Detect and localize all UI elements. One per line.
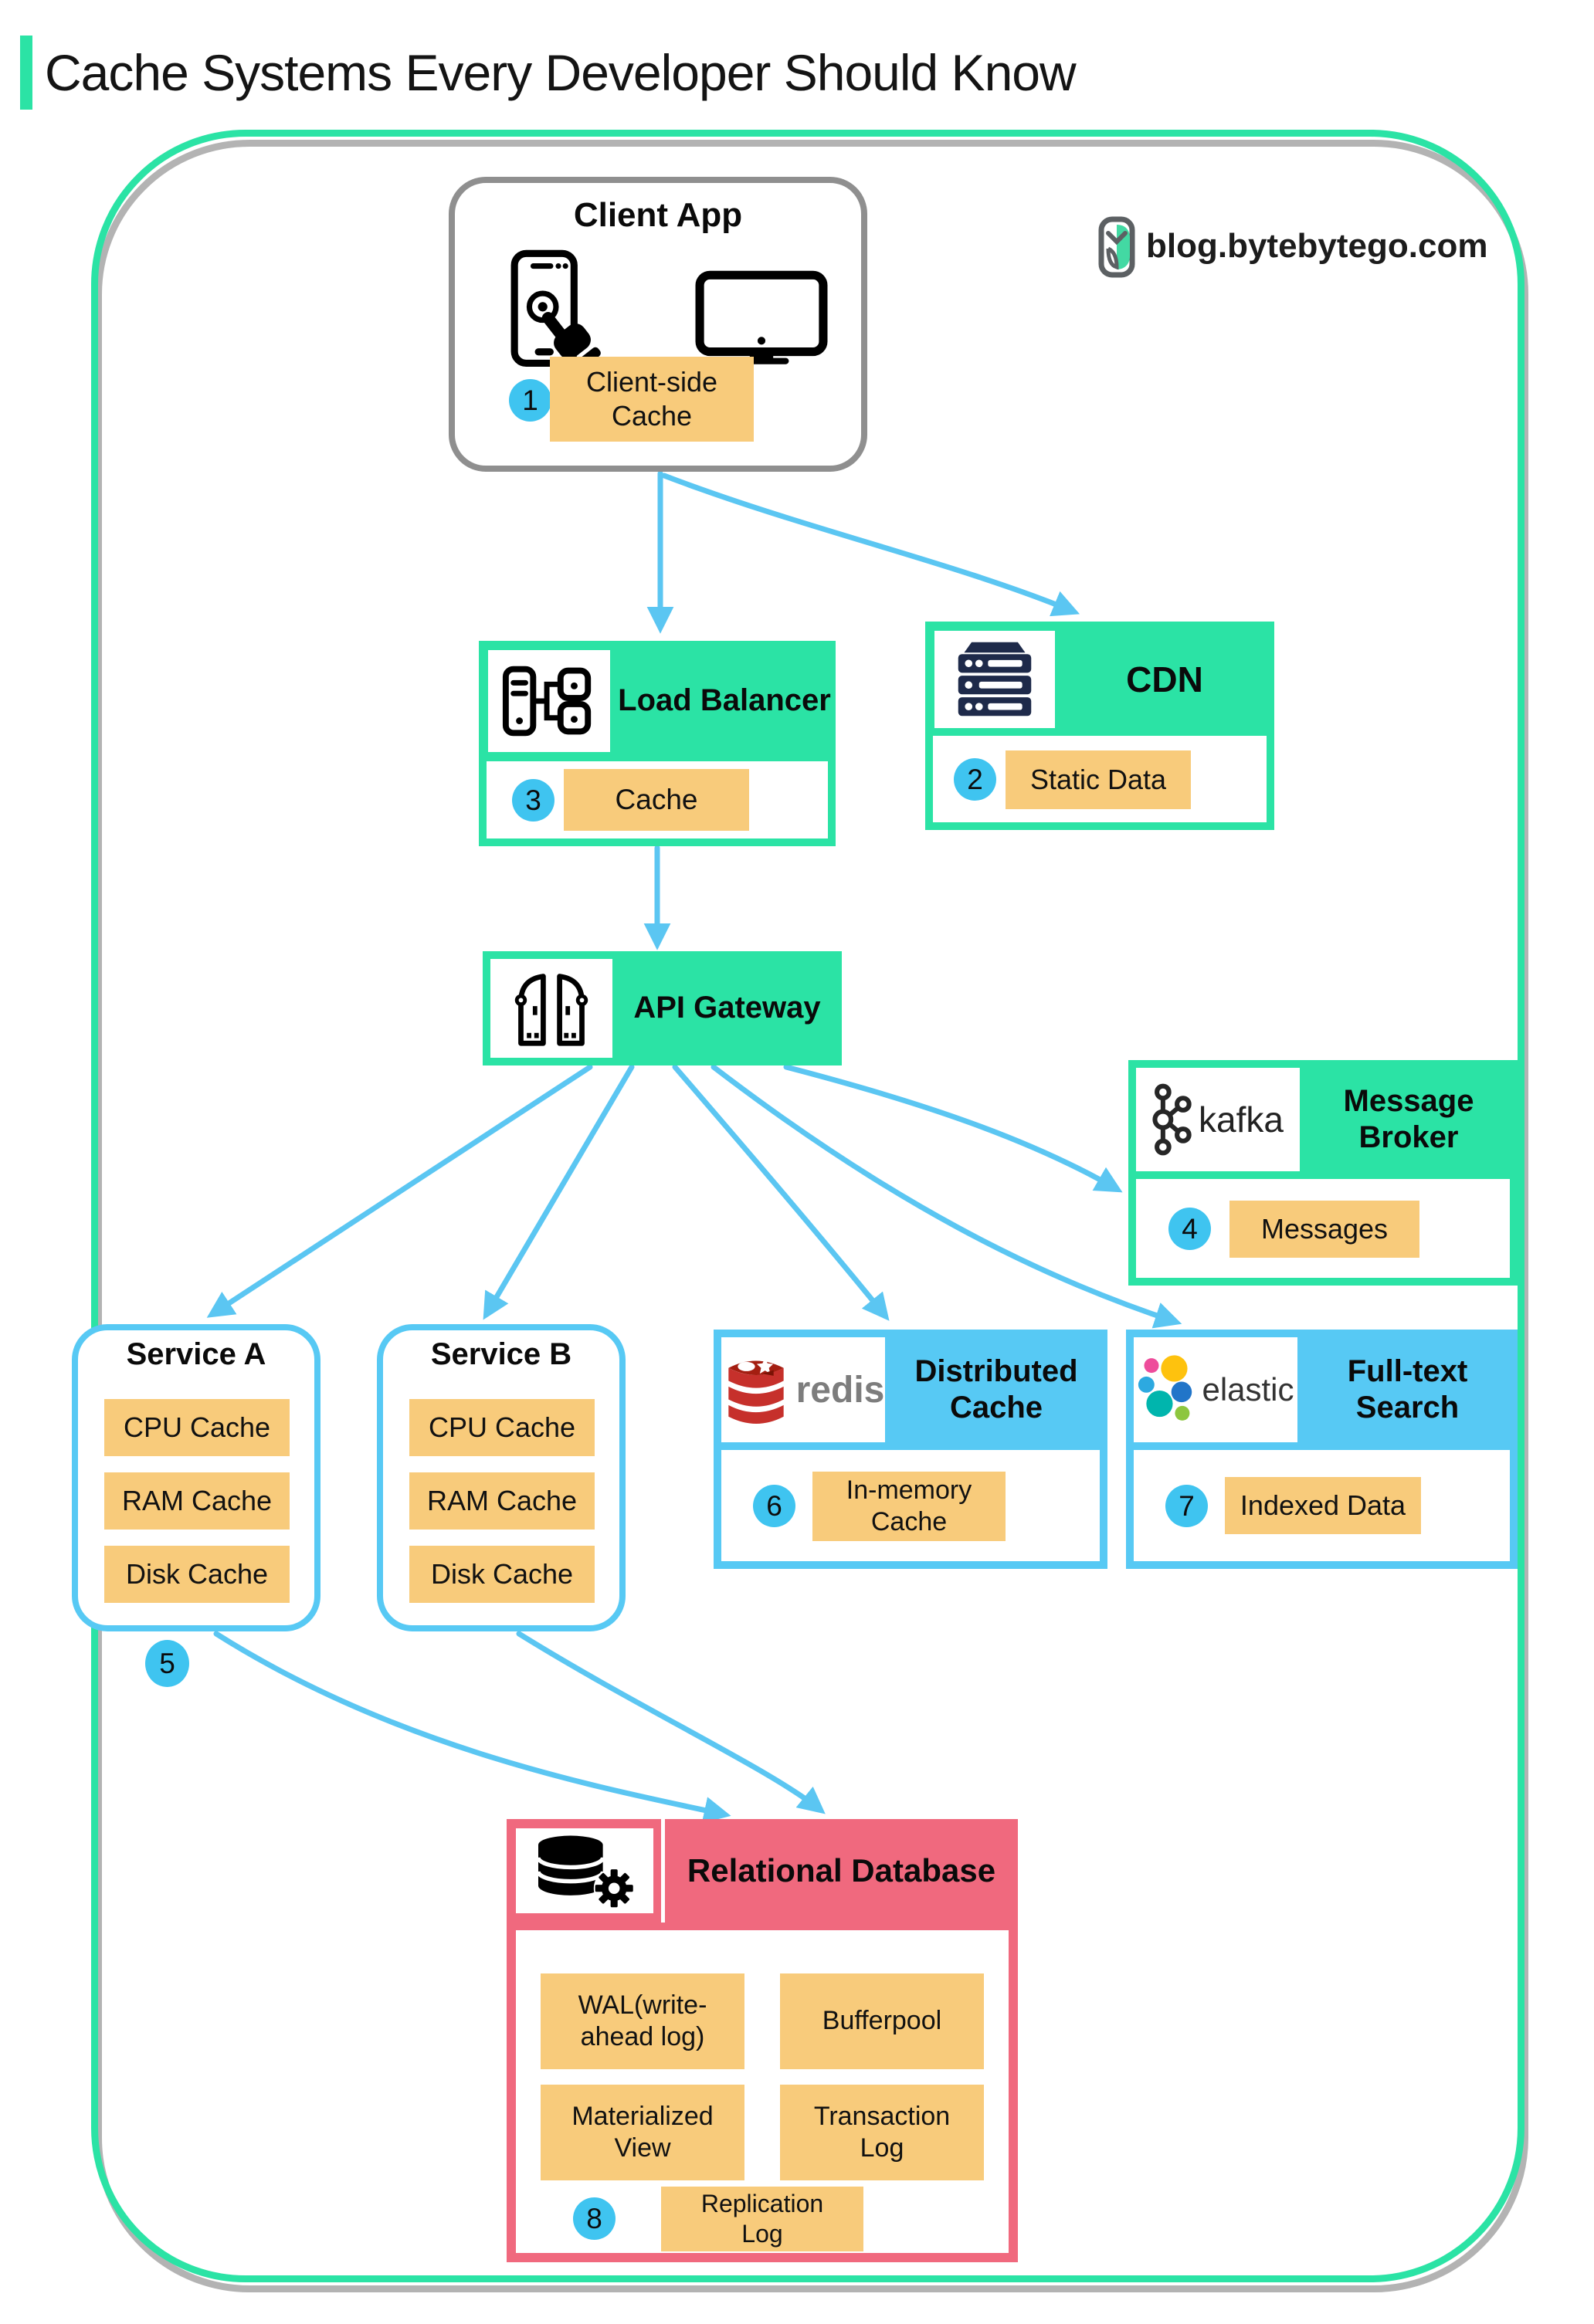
badge-3: 3 (512, 779, 555, 822)
badge-4: 4 (1168, 1208, 1211, 1250)
service-b-ram-cache: RAM Cache (409, 1472, 595, 1530)
lb-cache-chip: Cache (564, 769, 749, 831)
load-balancer-icon (488, 650, 610, 752)
brand-url: blog.bytebytego.com (1146, 227, 1488, 265)
distributed-cache-title: Distributed Cache (914, 1353, 1078, 1425)
service-a-cpu-cache: CPU Cache (104, 1399, 290, 1456)
service-a-disk-cache: Disk Cache (104, 1546, 290, 1603)
db-materialized-view-chip: Materialized View (541, 2085, 744, 2180)
db-transaction-log-chip: Transaction Log (780, 2085, 984, 2180)
elastic-logo (1134, 1337, 1297, 1442)
service-b-title: Service B (430, 1337, 572, 1372)
page-title: Cache Systems Every Developer Should Know (45, 44, 1076, 101)
service-a-ram-cache: RAM Cache (104, 1472, 290, 1530)
load-balancer-title: Load Balancer (618, 683, 831, 718)
redis-logo (721, 1337, 885, 1442)
client-app-title: Client App (573, 196, 743, 235)
redis-logo-text: redis (795, 1369, 885, 1411)
fulltext-search-title: Full-text Search (1347, 1353, 1468, 1425)
badge-7: 7 (1165, 1485, 1208, 1527)
kafka-logo-text: kafka (1199, 1099, 1284, 1140)
elastic-logo-text: elastic (1202, 1371, 1294, 1408)
service-a-title: Service A (126, 1337, 266, 1372)
service-b-disk-cache: Disk Cache (409, 1546, 595, 1603)
badge-2: 2 (954, 758, 996, 801)
db-bufferpool-chip: Bufferpool (780, 1973, 984, 2069)
db-replication-log-chip: Replication Log (661, 2187, 863, 2251)
indexed-data-chip: Indexed Data (1225, 1477, 1421, 1534)
in-memory-cache-chip: In-memory Cache (812, 1472, 1006, 1541)
gateway-gates-icon (490, 959, 612, 1058)
kafka-logo (1136, 1068, 1300, 1171)
badge-5: 5 (145, 1640, 189, 1687)
api-gateway-title: API Gateway (633, 991, 821, 1025)
database-gear-icon (516, 1828, 653, 1913)
badge-1: 1 (509, 379, 551, 422)
server-stack-icon (934, 631, 1055, 728)
cdn-static-data-chip: Static Data (1006, 750, 1191, 809)
badge-8: 8 (573, 2197, 616, 2240)
desktop-monitor-icon (695, 270, 828, 364)
service-b-cpu-cache: CPU Cache (409, 1399, 595, 1456)
db-wal-chip: WAL(write-ahead log) (541, 1973, 744, 2069)
messages-chip: Messages (1229, 1201, 1419, 1258)
relational-database-title: Relational Database (687, 1852, 996, 1889)
badge-6: 6 (753, 1485, 795, 1527)
message-broker-title: Message Broker (1343, 1083, 1474, 1154)
cdn-title: CDN (1126, 659, 1203, 700)
client-side-cache-chip: Client-side Cache (550, 357, 754, 442)
